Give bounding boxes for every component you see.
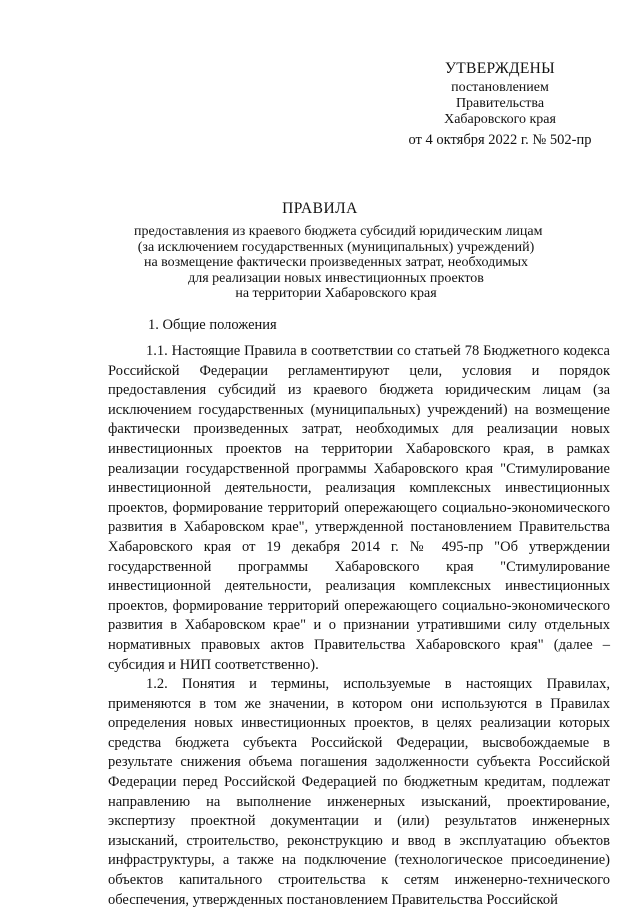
document-body [108,342,610,910]
document-subtitle [134,224,543,302]
document-title: ПРАВИЛА [282,200,358,217]
approval-heading: УТВЕРЖДЕНЫ [445,60,555,77]
subtitle-line: на возмещение фактически произведенных затрат, необходимых [143,255,529,270]
approval-block [398,58,602,148]
subtitle-line: для реализации новых инвестиционных проектов [188,270,484,286]
subtitle-line: (за исключением государственных (муниципальных) учреждений) [137,239,535,255]
paragraph-1-2: 1.2. Понятия и термины, используемые в настоящих Правилах, применяются в том же значении, в котором они используются в Правилах определения новых инвестиционных проектов, в целях реализации которых средства бюджета субъекта Российской Федерации, высвобождаемые в результате снижения объема погашения задолженности субъекта Российской Федерации перед Российской Федерацией по бюджетным кредитам, подлежат направлению на выполнение инженерных изысканий, проектирование, экспертизу проектной документации и (или) результатов инженерных изысканий, строительство, реконструкцию и ввод в эксплуатацию объектов инфраструктуры, а также на подключение (технологическое присоединение) объектов капитального строительства к сетям инженерно-технического обеспечения, утвержденных постановлением Правительства Российской [108,676,610,908]
approval-line-2: Правительства [455,96,545,111]
approval-line-3: Хабаровского края [444,112,556,127]
approval-line-1: постановлением [451,80,549,95]
subtitle-line: предоставления из краевого бюджета субсидий юридическим лицам [134,224,543,239]
section-heading: 1. Общие положения [148,317,277,333]
approval-date: от 4 октября 2022 г. № 502-пр [408,132,592,148]
subtitle-line: на территории Хабаровского края [235,286,437,301]
paragraph-1-1: 1.1. Настоящие Правила в соответствии со статьей 78 Бюджетного кодекса Российской Федерации регламентируют цели, условия и порядок предоставления субсидий из краевого бюджета юридическим лицам (за исключением государственных (муниципальных) учреждений) на возмещение фактически произведенных затрат, необходимых для реализации новых инвестиционных проектов на территории Хабаровского края, в рамках реализации государственной программы Хабаровского края "Стимулирование инвестиционной деятельности, реализация комплексных инвестиционных проектов, формирование территорий опережающего социально-экономического развития в Хабаровском крае", утвержденной постановлением Правительства Хабаровского края от 19 декабря 2014 г. № 495-пр "Об утверждении государственной программы Хабаровского края "Стимулирование инвестиционной деятельности, реализация комплексных инвестиционных проектов, формирование территорий опережающего социально-экономического развития в Хабаровском крае" и о признании утратившими силу отдельных нормативных правовых актов Правительства Хабаровского края" (далее – субсидия и НИП соответственно). [108,343,610,673]
